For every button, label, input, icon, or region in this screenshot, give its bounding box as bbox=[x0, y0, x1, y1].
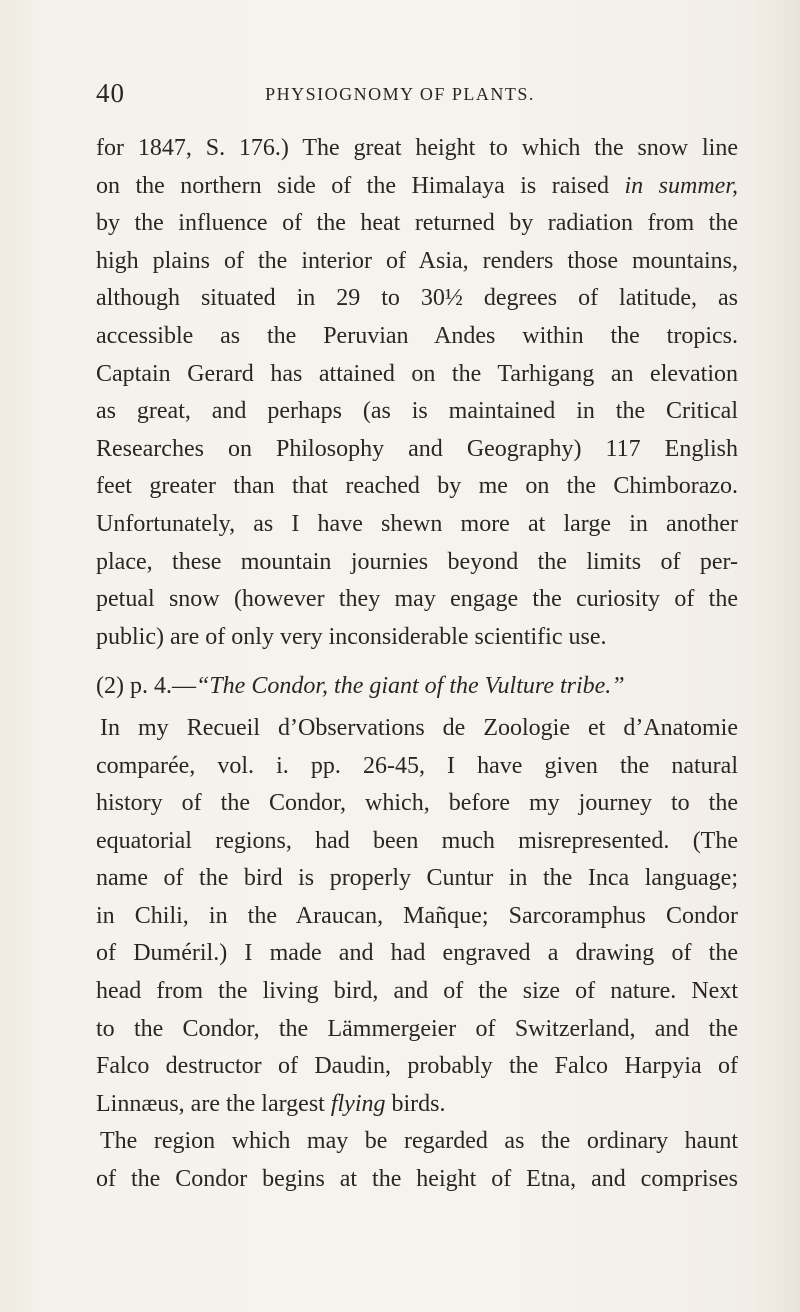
text-line bbox=[96, 168, 738, 206]
page-number: 40 bbox=[96, 78, 125, 108]
text-line: of the Condor begins at the height of Etna, and comprises bbox=[96, 1166, 738, 1193]
text-line: Researches on Philosophy and Geography) 117 English bbox=[96, 435, 738, 462]
footnote-ref: p. 4.— bbox=[129, 673, 196, 700]
footnote-heading bbox=[96, 668, 738, 706]
spacer bbox=[96, 656, 738, 668]
paragraph bbox=[96, 130, 738, 656]
text-line: history of the Condor, which, before my journey to the bbox=[96, 790, 738, 817]
text-line: for 1847, S. 176.) The great height to which the snow line bbox=[96, 135, 738, 161]
italic-text: in summer, bbox=[624, 172, 738, 199]
text-line: in Chili, in the Araucan, Mañque; Sarcoramphus Condor bbox=[96, 902, 738, 929]
text-fragment: birds. bbox=[385, 1090, 446, 1117]
text-line: In my Recueil d’Observations de Zoologie et d’Anatomie bbox=[100, 714, 738, 741]
text-line: high plains of the interior of Asia, renders those mountains, bbox=[96, 247, 738, 274]
running-head: PHYSIOGNOMY OF PLANTS. bbox=[265, 84, 535, 104]
text-line: place, these mountain journies beyond the limits of per- bbox=[96, 548, 738, 575]
text-line: The region which may be regarded as the ordinary haunt bbox=[100, 1128, 738, 1155]
text-line: Falco destructor of Daudin, probably the Falco Harpyia of bbox=[96, 1053, 738, 1080]
text-line: petual snow (however they may engage the curiosity of the bbox=[96, 586, 738, 613]
text-line: comparée, vol. i. pp. 26-45, I have given the natural bbox=[96, 752, 738, 779]
text-line: equatorial regions, had been much misrepresented. (The bbox=[96, 827, 738, 854]
text-line: Unfortunately, as I have shewn more at large in another bbox=[96, 510, 738, 537]
footnote-marker: (2) bbox=[96, 673, 124, 700]
text-fragment: Linnæus, are the largest bbox=[96, 1090, 331, 1117]
text-line: as great, and perhaps (as is maintained in the Critical bbox=[96, 398, 738, 425]
paragraph bbox=[96, 1123, 738, 1198]
text-line: feet greater than that reached by me on the Chimborazo. bbox=[96, 473, 738, 500]
text-line: head from the living bird, and of the size of nature. Next bbox=[96, 978, 738, 1005]
footnote-quote: “The Condor, the giant of the Vulture tribe.” bbox=[195, 673, 625, 700]
text-line: to the Condor, the Lämmergeier of Switzerland, and the bbox=[96, 1015, 738, 1042]
paragraph bbox=[96, 710, 738, 1124]
text-line: although situated in 29 to 30½ degrees of latitude, as bbox=[96, 285, 738, 312]
page-header bbox=[0, 78, 800, 118]
italic-text: flying bbox=[330, 1090, 386, 1117]
footnote-line bbox=[96, 668, 738, 706]
text-line: by the influence of the heat returned by radiation from the bbox=[96, 210, 738, 237]
text-line: of Duméril.) I made and had engraved a drawing of the bbox=[96, 940, 738, 967]
text-line bbox=[96, 1086, 738, 1124]
text-line: Captain Gerard has attained on the Tarhigang an elevation bbox=[96, 360, 738, 387]
text-line: public) are of only very inconsiderable scientific use. bbox=[96, 623, 607, 650]
body-text bbox=[96, 130, 738, 1199]
text-line: name of the bird is properly Cuntur in the Inca language; bbox=[96, 865, 738, 892]
text-line: accessible as the Peruvian Andes within the tropics. bbox=[96, 322, 738, 349]
text-fragment: on the northern side of the Himalaya is raised bbox=[96, 172, 625, 199]
